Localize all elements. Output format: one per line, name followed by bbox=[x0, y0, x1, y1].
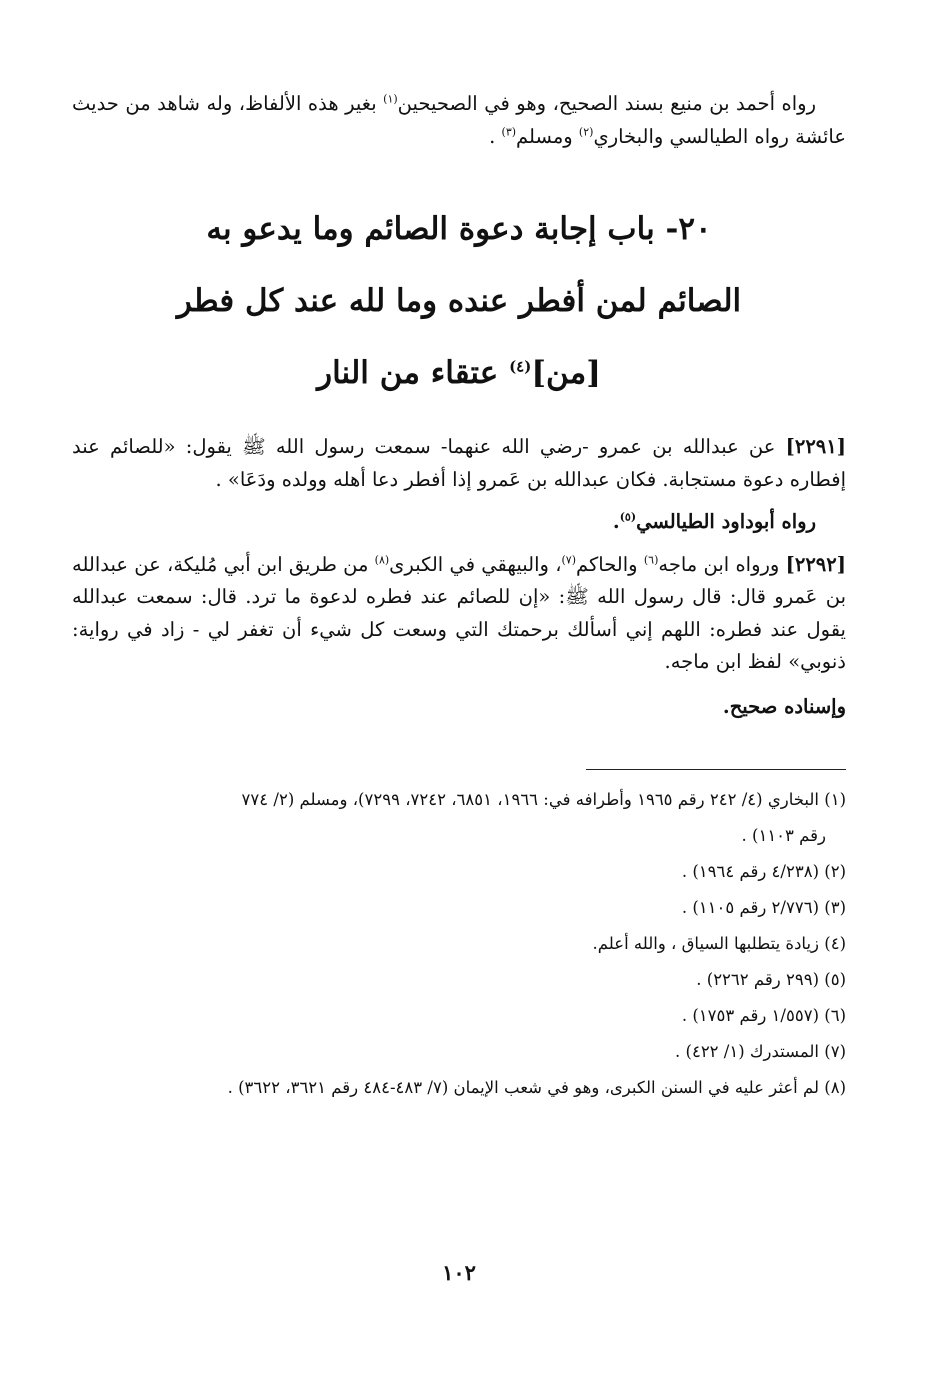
intro-text: بغير هذه الألفاظ، وله شاهد من حديث عائشة رواه الطيالسي والبخاري bbox=[72, 92, 846, 148]
heading-text: [من] bbox=[531, 355, 601, 391]
hadith-text: والحاكم bbox=[576, 552, 644, 576]
heading-line bbox=[72, 337, 846, 409]
footnote-ref[interactable]: (١) bbox=[383, 92, 398, 106]
hadith-text: ورواه ابن ماجه bbox=[658, 552, 786, 576]
document-page bbox=[72, 88, 846, 1368]
footnote-1-continued bbox=[72, 818, 846, 854]
footnote-5: (٥) (٢٩٩ رقم ٢٢٦٢) . bbox=[696, 970, 846, 989]
footnote-text: رقم ١١٠٣) . bbox=[741, 826, 826, 845]
footnote-ref[interactable]: (٣) bbox=[501, 125, 517, 138]
footnote-ref[interactable]: (٦) bbox=[643, 553, 659, 566]
hadith-source bbox=[72, 506, 846, 539]
heading-line: ٢٠- باب إجابة دعوة الصائم وما يدعو به bbox=[206, 211, 712, 247]
footnote-2: (٢) (٤/٢٣٨ رقم ١٩٦٤) . bbox=[681, 862, 846, 881]
hadith-2291 bbox=[72, 431, 846, 496]
intro-text: . bbox=[489, 124, 502, 148]
intro-text: ومسلم bbox=[516, 124, 579, 148]
footnote-6: (٦) (١/٥٥٧ رقم ١٧٥٣) . bbox=[681, 1006, 846, 1025]
source-text: رواه أبوداود الطيالسي bbox=[636, 510, 816, 533]
source-text: . bbox=[612, 510, 620, 533]
hadith-number: [٢٢٩١] bbox=[785, 435, 846, 458]
page-number: ١٠٢ bbox=[442, 1260, 476, 1285]
heading-line: الصائم لمن أفطر عنده وما لله عند كل فطر bbox=[176, 283, 742, 319]
hadith-number: [٢٢٩٢] bbox=[785, 552, 846, 576]
footnote-1: (١) البخاري (٤/ ٢٤٢ رقم ١٩٦٥ وأطرافه في: ١٩٦٦، ٦٨٥١، ٧٢٤٢، ٧٢٩٩)، ومسلم (٢/ ٧٧٤ bbox=[241, 790, 846, 809]
footnote-ref[interactable]: (٧) bbox=[561, 553, 577, 566]
hadith-text: من طريق ابن أبي مُليكة، عن عبدالله بن عَمرو قال: قال رسول الله ﷺ: «إن للصائم عند فطره لدعوة ما ترد. قال: سمعت عبدالله يقول عند فطره: اللهم إني أسألك برحمتك التي وسعت كل شيء أن تغفر لي - زاد في رواية: ذنوبي» لفظ ابن ماجه. bbox=[72, 552, 846, 673]
footnotes bbox=[72, 782, 846, 1106]
intro-text: رواه أحمد بن منيع بسند الصحيح، وهو في الصحيحين bbox=[397, 92, 816, 115]
footnote-ref[interactable]: (٤) bbox=[509, 357, 532, 376]
footnote-ref[interactable]: (٨) bbox=[374, 553, 390, 566]
footnote-ref[interactable]: (٥) bbox=[619, 510, 637, 524]
footnote-divider bbox=[586, 769, 846, 770]
hadith-text: ، والبيهقي في الكبرى bbox=[389, 552, 562, 576]
hadith-grading: وإسناده صحيح. bbox=[722, 694, 846, 718]
footnote-3: (٣) (٢/٧٧٦ رقم ١١٠٥) . bbox=[681, 898, 846, 917]
intro-paragraph bbox=[72, 88, 846, 153]
heading-text: عتقاء من النار bbox=[317, 355, 510, 391]
hadith-text: عن عبدالله بن عمرو -رضي الله عنهما- سمعت رسول الله ﷺ يقول: «للصائم عند إفطاره دعوة مستجابة. فكان عبدالله بن عَمرو إذا أفطر دعا أهله وولده ودَعَا» . bbox=[72, 435, 846, 491]
footnote-ref[interactable]: (٢) bbox=[578, 125, 594, 138]
chapter-heading bbox=[72, 193, 846, 409]
footnote-8: (٨) لم أعثر عليه في السنن الكبرى، وهو في شعب الإيمان (٧/ ٤٨٣-٤٨٤ رقم ٣٦٢١، ٣٦٢٢) . bbox=[227, 1078, 846, 1097]
footnote-4: (٤) زيادة يتطلبها السياق ، والله أعلم. bbox=[592, 934, 846, 953]
footnote-7: (٧) المستدرك (١/ ٤٢٢) . bbox=[675, 1042, 846, 1061]
hadith-2292 bbox=[72, 549, 846, 679]
